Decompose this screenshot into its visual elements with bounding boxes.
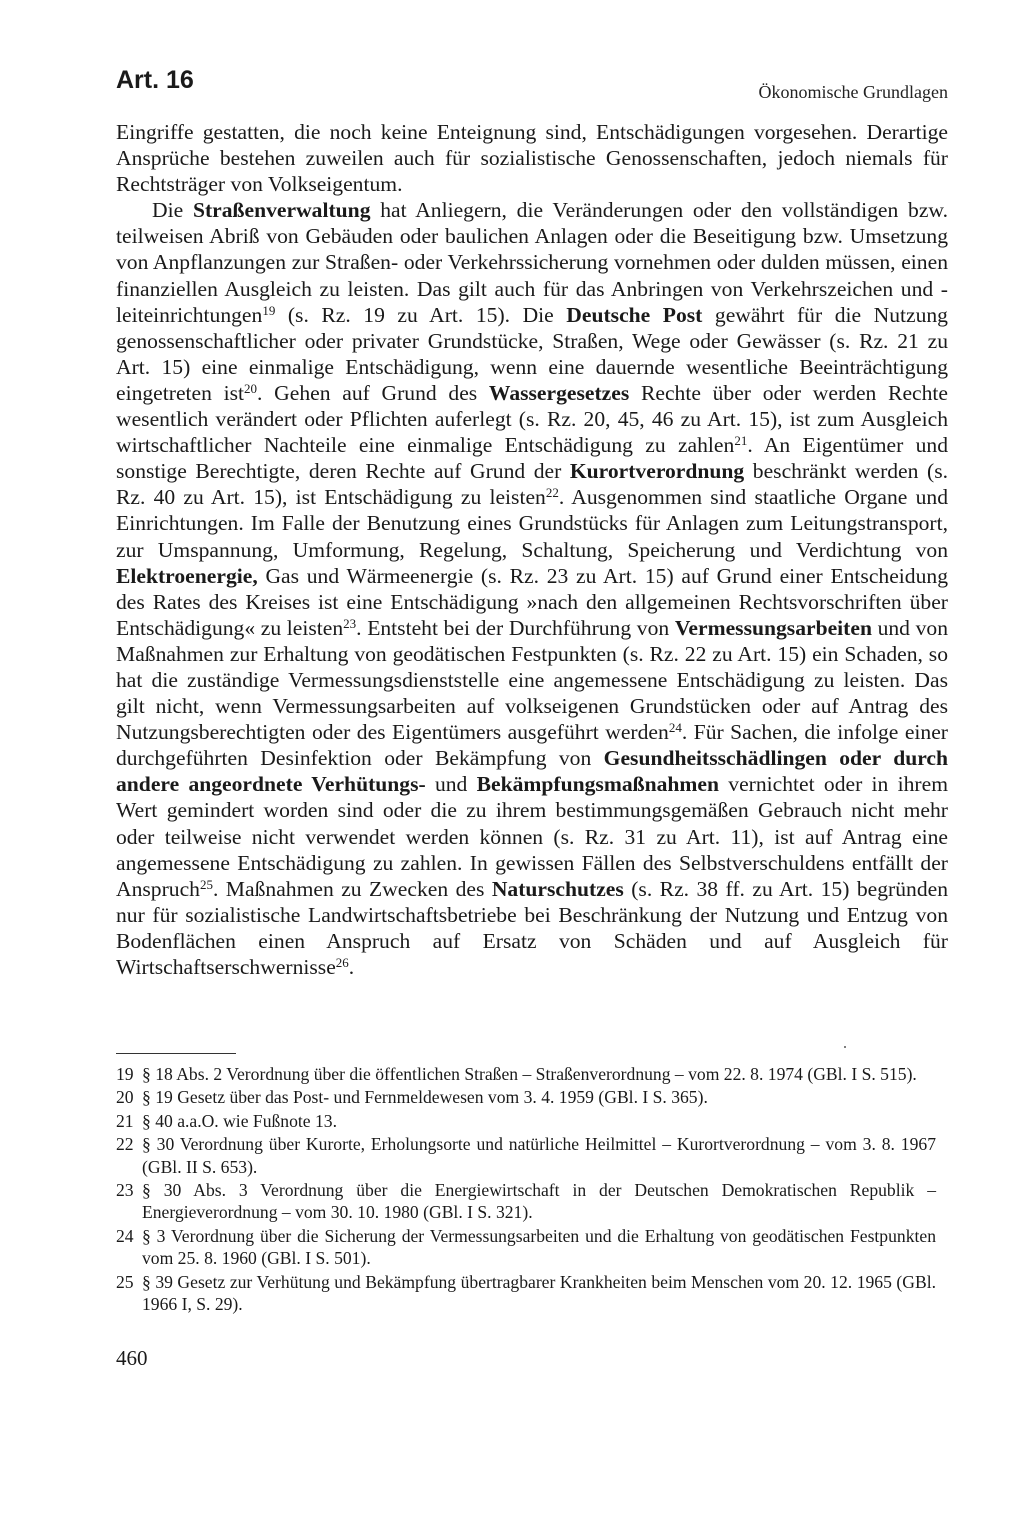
bold-term-kurortverordnung: Kurortverordnung: [569, 459, 745, 484]
footnote-ref-26[interactable]: 26: [335, 955, 349, 970]
footnote-number: 20: [116, 1087, 134, 1108]
footnote-19: [116, 1063, 936, 1085]
text-run: hat Anliegern, die Veränderungen oder den vollständigen bzw. teilweisen Abriß von Gebäuden oder baulichen Anlagen oder die Beseitigung bzw. Umsetzung von Anpflanzungen zur Straßen- oder Verkehrssicherung vornehmen oder dulden müssen, einen finanziellen Ausgleich zu leisten. Das gilt auch für das Anbringen von Verkehrszeichen und -leiteinrichtungen: [116, 198, 948, 327]
footnote-number: 21: [116, 1110, 134, 1131]
footnote-text: § 39 Gesetz zur Verhütung und Bekämpfung übertragbarer Krankheiten beim Menschen vom 20. 12. 1965 (GBl. 1966 I, S. 29).: [142, 1271, 936, 1315]
footnote-text: § 30 Abs. 3 Verordnung über die Energiewirtschaft in der Deutschen Demokratischen Republik – Energieverordnung – vom 30. 10. 1980 (GBl. I S. 321).: [142, 1180, 936, 1223]
footnote-23: [116, 1179, 936, 1224]
footnote-number: 22: [116, 1134, 134, 1155]
text-run: .: [348, 955, 355, 979]
footnote-ref-20[interactable]: 20: [244, 380, 258, 396]
text-run: Die: [152, 198, 193, 223]
text-run: . Gehen auf Grund des: [257, 380, 489, 405]
text-run: . Maßnahmen zu Zwecken des: [212, 876, 492, 901]
page-number: 460: [116, 1346, 148, 1370]
footnote-text: § 30 Verordnung über Kurorte, Erholungsorte und natürliche Heilmittel – Kurortverordnung – vom 3. 8. 1967 (GBl. II S. 653).: [142, 1134, 936, 1177]
footnote-ref-21[interactable]: 21: [734, 433, 748, 449]
running-head: Ökonomische Grundlagen: [758, 82, 948, 102]
footnote-ref-24[interactable]: 24: [668, 720, 682, 736]
bold-term-strassenverwaltung: Straßenverwaltung: [192, 198, 371, 223]
text-run: . Für Sachen, die infolge einer durchgeführten Desinfektion oder Bekämpfung von: [116, 720, 948, 771]
text-run: (s. Rz. 38 ff. zu Art. 15) begründen nur für sozialistische Landwirtschaftsbetriebe bei Beschränkung der Nutzung und Entzug von Bodenflächen einen Anspruch auf Ersatz von Schäden und auf Ausgleich für Wirtschaftserschwernisse: [116, 876, 948, 979]
print-speck: [844, 1046, 846, 1048]
footnote-divider: [116, 1053, 236, 1054]
article-label: Art. 16: [116, 66, 194, 94]
text-run: und: [425, 772, 477, 797]
footnote-text: § 18 Abs. 2 Verordnung über die öffentlichen Straßen – Straßenverordnung – vom 22. 8. 1974 (GBl. I S. 515).: [142, 1064, 917, 1084]
footnotes-list: [116, 1063, 936, 1316]
text-run: (s. Rz. 19 zu Art. 15). Die: [275, 302, 567, 327]
text-run: beschränkt werden (s. Rz. 40 zu Art. 15), ist Entschädigung zu leisten: [116, 459, 948, 510]
bold-term-wassergesetz: Wassergesetzes: [488, 380, 630, 405]
bold-term-vermessungsarbeiten: Vermessungsarbeiten: [674, 615, 872, 640]
bold-term-naturschutz: Naturschutzes: [491, 876, 624, 901]
footnote-number: 25: [116, 1271, 134, 1292]
footnote-ref-22[interactable]: 22: [545, 485, 559, 501]
footnote-text: § 19 Gesetz über das Post- und Fernmeldewesen vom 3. 4. 1959 (GBl. I S. 365).: [142, 1087, 708, 1108]
text-run: und von Maßnahmen zur Erhaltung von geodätischen Festpunkten (s. Rz. 22 zu Art. 15) ein Schaden, so hat die zuständige Vermessungsdienststelle eine angemessene Entschädigung zu leisten. Das gilt nicht, wenn Vermessungsarbeiten auf volkseigenen Grundstücken oder auf Antrag des Nutzungsberechtigten oder des Eigentümers ausgeführt werden: [116, 615, 949, 745]
text-run: gewährt für die Nutzung genossenschaftlicher oder privater Grundstücke, Straßen, Wege oder Gewässer (s. Rz. 21 zu Art. 15) eine einmalige Entschädigung, wenn eine dauernde wesentliche Beeinträchtigung eingetreten ist: [116, 302, 948, 405]
body-text: [116, 119, 948, 980]
text-run: . Ausgenommen sind staatliche Organe und Einrichtungen. Im Falle der Benutzung eines Grundstücks für Anlagen zum Leitungstransport, zur Umspannung, Umformung, Regelung, Schaltung, Speicherung und Verdichtung von: [116, 485, 948, 562]
footnote-21: [116, 1110, 936, 1132]
text-run: vernichtet oder in ihrem Wert gemindert worden sind oder die zu ihrem bestimmungsgemäßen Gebrauch nicht mehr oder teilweise nicht verwendet werden können (s. Rz. 31 zu Art. 11), ist auf Antrag eine angemessene Entschädigung zu zahlen. In gewissen Fällen des Selbstverschuldens entfällt der Anspruch: [116, 772, 948, 901]
bold-term-elektroenergie: Elektroenergie,: [116, 563, 258, 588]
footnote-ref-23[interactable]: 23: [343, 615, 357, 631]
footnote-text: § 3 Verordnung über die Sicherung der Vermessungsarbeiten und die Erhaltung von geodätischen Festpunkten vom 25. 8. 1960 (GBl. I S. 501).: [142, 1225, 936, 1269]
footnote-number: 24: [116, 1225, 134, 1246]
footnote-20: [116, 1086, 936, 1108]
footnote-number: 23: [116, 1180, 134, 1201]
footnote-ref-25[interactable]: 25: [199, 876, 213, 892]
bold-term-bekaempfungsmassnahmen: Bekämpfungsmaßnahmen: [476, 772, 720, 797]
bold-term-deutsche-post: Deutsche Post: [566, 302, 703, 327]
footnote-number: 19: [116, 1064, 134, 1084]
footnote-ref-19[interactable]: 19: [262, 302, 276, 318]
footnote-22: [116, 1133, 936, 1178]
footnote-25: [116, 1271, 936, 1316]
paragraph-continuation: Eingriffe gestatten, die noch keine Enteignung sind, Entschädigungen vorgesehen. Derartige Ansprüche bestehen zuweilen auch für sozialistische Genossenschaften, jedoch niemals für Rechtsträger von Volkseigentum.: [116, 120, 948, 197]
text-run: Rechte über oder werden Rechte wesentlich verändert oder Pflichten auferlegt (s. Rz. 20, 45, 46 zu Art. 15), ist zum Ausgleich wirtschaftlicher Nachteile eine einmalige Entschädigung zu zahlen: [116, 380, 949, 458]
text-run: Gas und Wärmeenergie (s. Rz. 23 zu Art. 15) auf Grund einer Entscheidung des Rates des Kreises ist eine Entschädigung »nach den allgemeinen Rechtsvorschriften über Entschädigung« zu leisten: [116, 563, 948, 640]
text-run: . Entsteht bei der Durchführung von: [356, 615, 675, 640]
footnote-text: § 40 a.a.O. wie Fußnote 13.: [142, 1110, 337, 1131]
footnote-24: [116, 1225, 936, 1270]
paragraph-main: [116, 197, 948, 980]
text-run: . An Eigentümer und sonstige Berechtigte, deren Rechte auf Grund der: [116, 433, 948, 484]
bold-term-gesundheitsschaedlinge: Gesundheitsschädlingen oder durch andere angeordnete Verhütungs-: [116, 746, 949, 797]
